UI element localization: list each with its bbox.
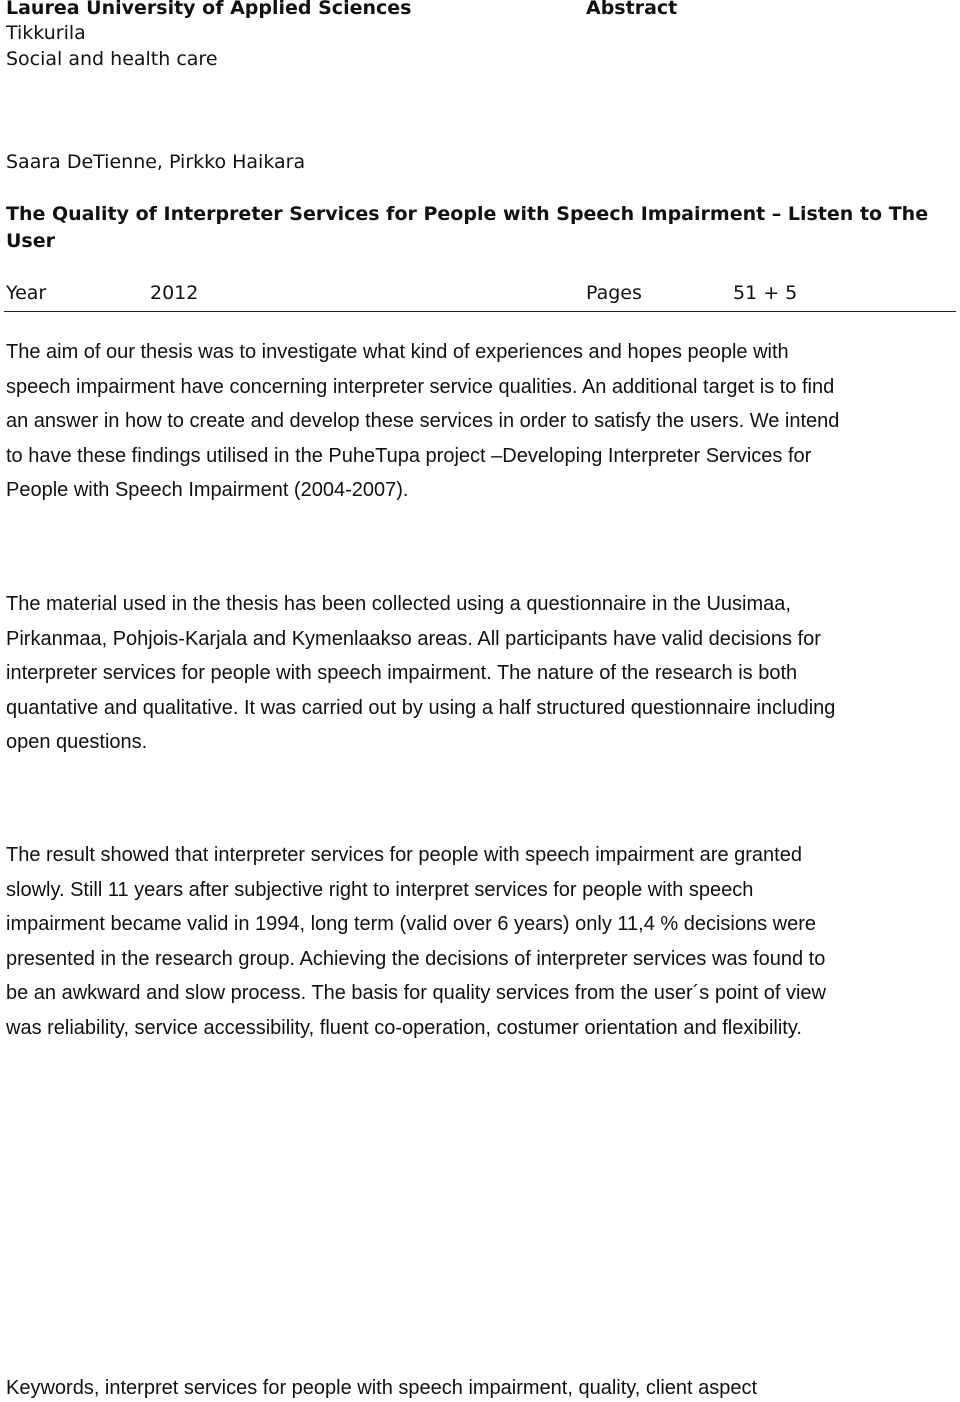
abstract-paragraph-3 [6, 838, 956, 1046]
thesis-title-line-2: User [6, 230, 55, 252]
paragraph-line: an answer in how to create and develop these services in order to satisfy the users. We intend [6, 410, 840, 433]
keywords: Keywords, interpret services for people with speech impairment, quality, client aspect [6, 1377, 758, 1399]
abstract-paragraph-2 [6, 587, 956, 760]
paragraph-line: speech impairment have concerning interpreter service qualities. An additional target is to find [6, 375, 835, 398]
thesis-title-line-1: The Quality of Interpreter Services for People with Speech Impairment – Listen to The [6, 203, 929, 225]
header-divider [4, 311, 956, 312]
pages-label: Pages [586, 282, 642, 304]
campus-name: Tikkurila [6, 22, 86, 44]
institution-name: Laurea University of Applied Sciences [6, 0, 412, 19]
paragraph-line: The result showed that interpreter services for people with speech impairment are granted [6, 844, 802, 866]
paragraph-line: Pirkanmaa, Pohjois-Karjala and Kymenlaakso areas. All participants have valid decisions for [6, 627, 821, 650]
paragraph-line: presented in the research group. Achieving the decisions of interpreter services was found to [6, 947, 826, 970]
paragraph-line: slowly. Still 11 years after subjective right to interpret services for people with speech [6, 878, 754, 901]
pages-value: 51 + 5 [733, 282, 798, 304]
paragraph-line: People with Speech Impairment (2004-2007). [6, 479, 409, 502]
paragraph-line: quantative and qualitative. It was carried out by using a half structured questionnaire including [6, 696, 836, 719]
paragraph-line: be an awkward and slow process. The basis for quality services from the user´s point of view [6, 982, 826, 1005]
degree-programme: Social and health care [6, 48, 218, 70]
authors: Saara DeTienne, Pirkko Haikara [6, 151, 306, 173]
paragraph-line: open questions. [6, 731, 148, 754]
paragraph-line: was reliability, service accessibility, fluent co-operation, costumer orientation and flexibility. [6, 1016, 802, 1039]
abstract-paragraph-1 [6, 335, 956, 508]
paragraph-line: to have these findings utilised in the PuheTupa project –Developing Interpreter Services for [6, 444, 812, 467]
year-value: 2012 [150, 282, 199, 304]
paragraph-line: The material used in the thesis has been collected using a questionnaire in the Uusimaa, [6, 593, 791, 615]
paragraph-line: impairment became valid in 1994, long term (valid over 6 years) only 11,4 % decisions were [6, 913, 817, 936]
year-label: Year [6, 282, 47, 304]
paragraph-line: interpreter services for people with speech impairment. The nature of the research is both [6, 662, 798, 685]
paragraph-line: The aim of our thesis was to investigate what kind of experiences and hopes people with [6, 341, 789, 363]
document-type: Abstract [586, 0, 678, 19]
